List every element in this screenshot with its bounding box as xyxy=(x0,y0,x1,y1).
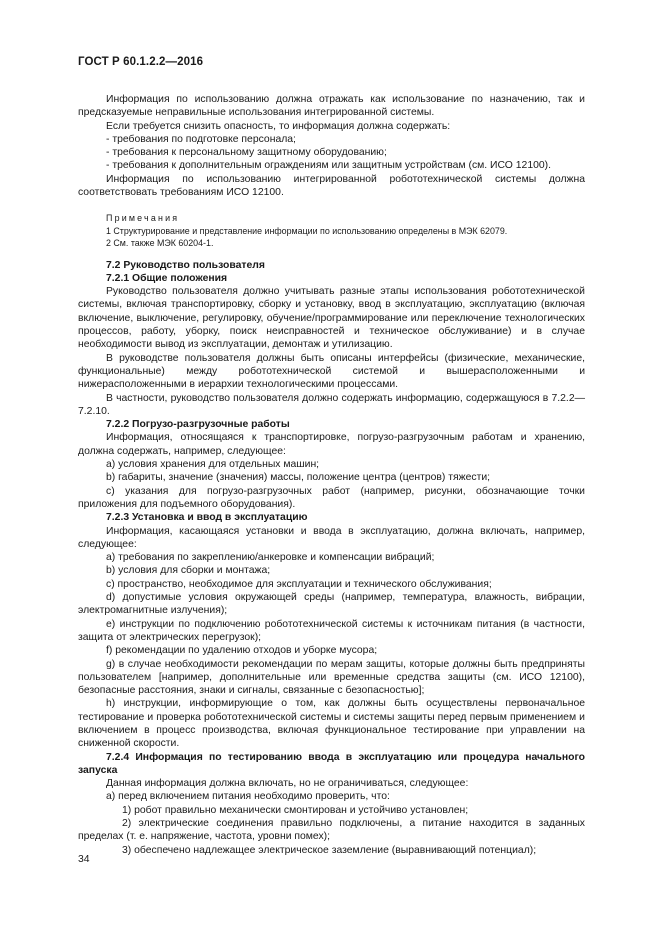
subsection-heading: 7.2.1 Общие положения xyxy=(106,272,228,284)
note-item: 2 См. также МЭК 60204-1. xyxy=(106,238,214,249)
list-item: - требования к дополнительным ограждениям или защитным устройствам (см. ИСО 12100). xyxy=(106,160,552,172)
subsection-heading: 7.2.3 Установка и ввод в эксплуатацию xyxy=(106,512,308,524)
paragraph: Информация, относящаяся к транспортировке, погрузо-разгрузочным работам и хранению, должна содержать, например, следующее: xyxy=(78,432,585,457)
paragraph: Данная информация должна включать, но не ограничиваться, следующее: xyxy=(106,778,469,790)
list-item: g) в случае необходимости рекомендации по мерам защиты, которые должны быть предприняты пользователем [например, дополнительные или временные средства защиты (см. ИСО 12100), безопасные расстояния, знаки и сигналы, связанные с безопасностью]; xyxy=(78,658,585,697)
list-item: е) инструкции по подключению робототехнической системы к источникам питания (в частности, защита от электрических перегрузок); xyxy=(78,618,585,643)
page-body xyxy=(78,93,585,857)
list-item: - требования к персональному защитному оборудованию; xyxy=(106,147,387,159)
paragraph: Информация по использованию интегрированной робототехнической системы должна соответствовать требованиям ИСО 12100. xyxy=(78,173,585,199)
paragraph: Информация, касающаяся установки и ввода в эксплуатацию, должна включать, например, следующее: xyxy=(78,525,585,550)
list-item: а) условия хранения для отдельных машин; xyxy=(106,459,320,471)
sub-list-item: 1) робот правильно механически смонтирован и устойчиво установлен; xyxy=(122,804,469,816)
list-item: - требования по подготовке персонала; xyxy=(106,133,296,145)
list-item: h) инструкции, информирующие о том, как должны быть осуществлены первоначальное тестирование и проверка робототехнической системы и системы защиты перед первым применением и включением в процесс производства, включая функциональное тестирование при управлении на сниженной скорости. xyxy=(78,698,585,750)
list-item: а) требования по закреплению/анкеровке и компенсации вибраций; xyxy=(106,552,435,564)
subsection-heading: 7.2.4 Информация по тестированию ввода в эксплуатацию или процедура начального запуска xyxy=(78,751,585,776)
paragraph: В частности, руководство пользователя должно содержать информацию, содержащуюся в 7.2.2—7.2.10. xyxy=(78,392,585,417)
paragraph: В руководстве пользователя должны быть описаны интерфейсы (физические, механические, функциональные) между робототехнической системой и вышерасположенными и нижерасположенными в иерархии технологическими процессами. xyxy=(78,352,585,391)
paragraph: Информация по использованию должна отражать как использование по назначению, так и предсказуемые неправильные использования интегрированной системы. xyxy=(78,94,585,119)
list-item: d) допустимые условия окружающей среды (например, температура, влажность, вибрации, электромагнитные излучения); xyxy=(78,592,585,617)
list-item: b) условия для сборки и монтажа; xyxy=(106,565,271,577)
list-item: с) пространство, необходимое для эксплуатации и технического обслуживания; xyxy=(106,578,492,590)
paragraph: Руководство пользователя должно учитывать разные этапы использования робототехнической системы, включая транспортировку, сборку и установку, ввод в эксплуатацию, эксплуатацию (включая включение, выключение, регулировку, обучение/программирование или переключение технологических процессов, работу, уборку, поиск неисправностей и техническое обслуживание) и в случае необходимости вывод из эксплуатации, демонтаж и утилизацию. xyxy=(78,286,585,351)
list-item: f) рекомендации по удалению отходов и уборке мусора; xyxy=(106,645,378,657)
page-number: 34 xyxy=(78,854,90,865)
notes-title: Примечания xyxy=(106,213,180,224)
subsection-heading: 7.2.2 Погрузо-разгрузочные работы xyxy=(106,419,290,431)
note-item: 1 Структурирование и представление информации по использованию определены в МЭК 62079. xyxy=(106,225,508,236)
sub-list-item: 2) электрические соединения правильно подключены, а питание находится в заданных пределах (т. е. напряжение, частота, уровни помех); xyxy=(78,818,585,843)
list-item: b) габариты, значение (значения) массы, положение центра (центров) тяжести; xyxy=(106,472,491,484)
list-item: с) указания для погрузо-разгрузочных работ (например, рисунки, обозначающие точки приложения для подъемного оборудования). xyxy=(78,485,585,510)
standard-header: ГОСТ Р 60.1.2.2—2016 xyxy=(78,56,204,68)
section-heading: 7.2 Руководство пользователя xyxy=(106,259,265,271)
list-item: а) перед включением питания необходимо проверить, что: xyxy=(106,791,390,803)
paragraph: Если требуется снизить опасность, то информация должна содержать: xyxy=(106,120,451,132)
notes-block xyxy=(78,212,585,249)
sub-list-item: 3) обеспечено надлежащее электрическое заземление (выравнивающий потенциал); xyxy=(122,844,537,856)
